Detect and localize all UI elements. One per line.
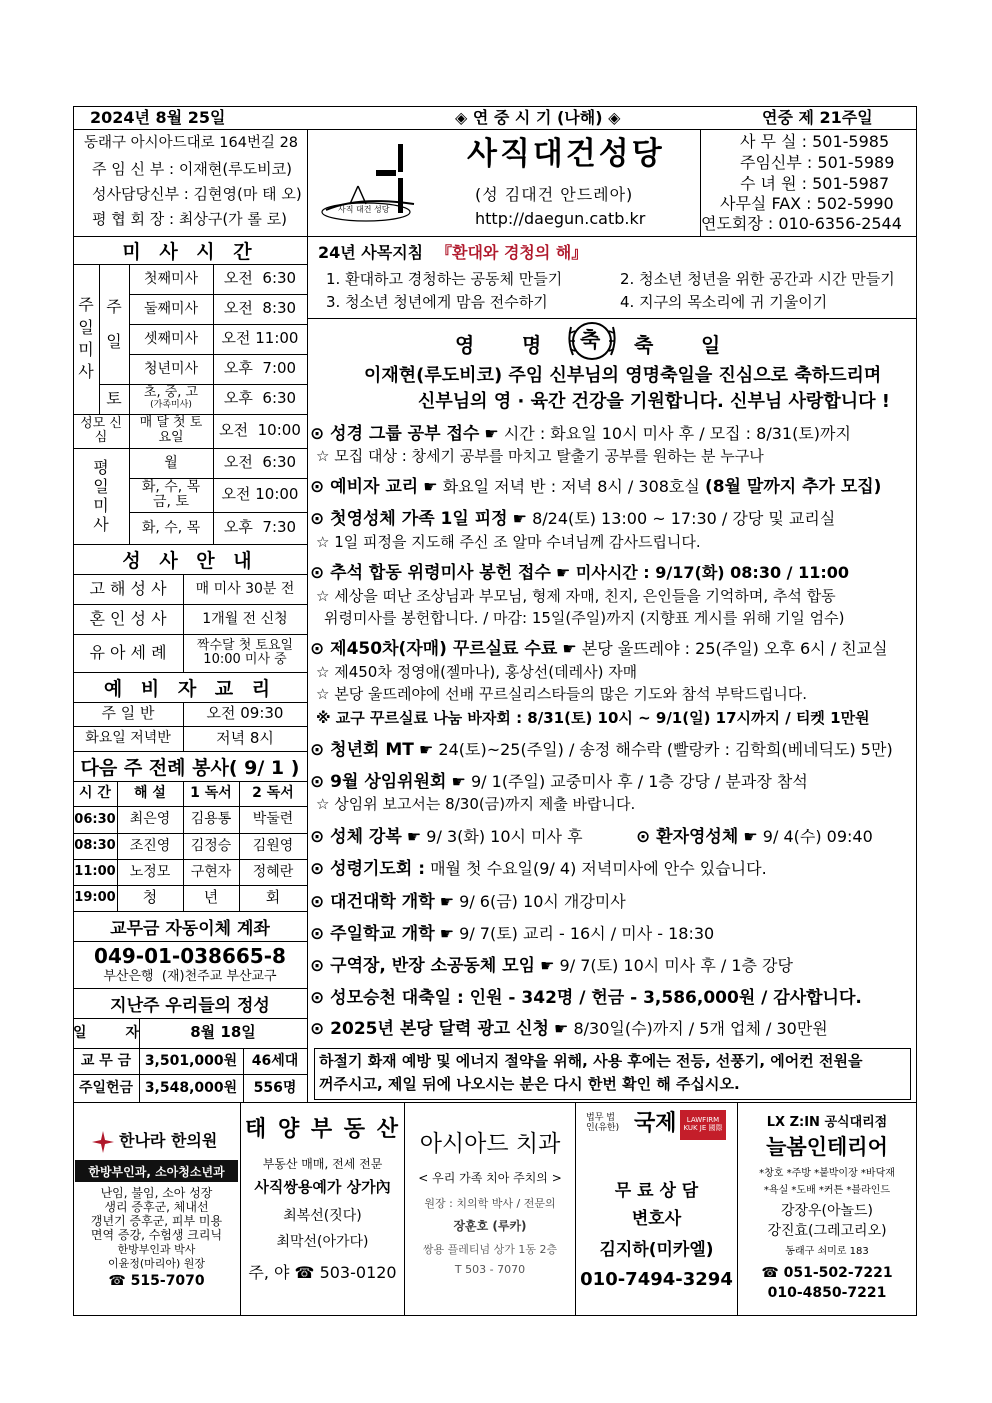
mass-time: 오전 8:30 bbox=[223, 299, 297, 318]
weekday-time: 오전 6:30 bbox=[223, 453, 297, 472]
notice-title: ⊙ 구역장, 반장 소공동체 모임 bbox=[310, 956, 536, 976]
offering-date-label: 일 자 bbox=[72, 1024, 140, 1041]
notice-title: ⊙ 추석 합동 위령미사 봉헌 접수 bbox=[310, 563, 551, 583]
ad1-band: 한방부인과, 소아청소년과 bbox=[75, 1160, 238, 1182]
ad3-owner: 장훈호 (루카) bbox=[453, 1219, 527, 1233]
ad1-phone: ☎ 515-7070 bbox=[108, 1273, 205, 1289]
sacrament-name: 고 해 성 사 bbox=[89, 578, 167, 598]
guideline-item: 3. 청소년 청년에게 맘음 전수하기 bbox=[326, 293, 548, 311]
ad-interior bbox=[738, 1092, 916, 1316]
notice-text: ☛ 화요일 저녁 반 : 저녁 8시 / 308호실 bbox=[423, 477, 700, 496]
flower-icon bbox=[91, 1130, 115, 1154]
sacrament-value: 매 미사 30분 전 bbox=[195, 580, 295, 597]
feast-char: 명 bbox=[522, 333, 542, 357]
ad-oriental-clinic bbox=[73, 1092, 240, 1316]
ad2-place: 사직쌍용예가 상가內 bbox=[254, 1178, 391, 1196]
ad1-line: 한방부인과 박사 bbox=[117, 1243, 196, 1256]
offering-name: 교 무 금 bbox=[80, 1052, 132, 1069]
ad2-person: 최복선(짓다) bbox=[283, 1208, 362, 1224]
guideline-title: 『환대와 경청의 해』 bbox=[436, 243, 588, 262]
ad5-top: LX Z:IN 공식대리점 bbox=[766, 1115, 888, 1130]
feast-line: 이재현(루도비코) 주임 신부님의 영명축일을 진심으로 축하드리며 bbox=[364, 365, 882, 386]
ad4-role: 변호사 bbox=[631, 1209, 682, 1229]
saturday-mass-name: 초, 중, 고 bbox=[143, 384, 199, 400]
weekday-time: 오전 10:00 bbox=[221, 485, 299, 504]
service-time: 06:30 bbox=[74, 811, 116, 827]
ad1-line: 갱년기 증후군, 피부 미용 bbox=[90, 1214, 223, 1228]
ad-real-estate bbox=[241, 1092, 404, 1316]
ad5-phone: 010-4850-7221 bbox=[767, 1285, 887, 1301]
ad5-address: 동래구 쇠미로 183 bbox=[785, 1246, 869, 1257]
offering-title: 지난주 우리들의 정성 bbox=[110, 995, 270, 1016]
notice-benediction bbox=[310, 828, 583, 847]
church-logo bbox=[318, 138, 423, 230]
mass-name: 셋째미사 bbox=[143, 330, 199, 347]
offering-count: 46세대 bbox=[251, 1052, 299, 1069]
liturgical-week: 연중 제 21주일 bbox=[762, 108, 873, 127]
liturgical-season: ◈ 연 중 시 기 (나해) ◈ bbox=[455, 108, 621, 127]
service-header: 2 독서 bbox=[252, 785, 294, 802]
notice-text: ☛ 9/ 4(수) 09:40 bbox=[743, 827, 873, 846]
catechumen-class: 화요일 저녁반 bbox=[85, 730, 171, 747]
bulletin-date: 2024년 8월 25일 bbox=[90, 108, 226, 127]
notice-sub: ☆ 1일 피정을 지도해 주신 조 알마 수녀님께 감사드립니다. bbox=[316, 533, 701, 551]
feast-char: 축 bbox=[634, 333, 654, 357]
service-reader2: 김원영 bbox=[252, 837, 294, 854]
notice-text: ☛ 본당 울뜨레야 : 25(주일) 오후 6시 / 친교실 bbox=[562, 639, 888, 658]
feast-line: 신부님의 영 · 육간 건강을 기원합니다. 신부님 사랑합니다 ! bbox=[418, 391, 890, 412]
church-name: 사직대건성당 bbox=[467, 136, 665, 172]
notice-title: ⊙ 첫영성체 가족 1일 피정 bbox=[310, 509, 508, 529]
mass-time: 오전 11:00 bbox=[221, 329, 299, 348]
notice-committee bbox=[310, 773, 808, 792]
service-header: 시 간 bbox=[79, 785, 111, 802]
sacrament-name: 유 아 세 례 bbox=[89, 642, 167, 662]
heart-devotion-label: 성모 신심 bbox=[80, 415, 122, 445]
pastor-name: 주 임 신 부 : 이재현(루도비코) bbox=[92, 160, 292, 178]
mass-time: 오전 6:30 bbox=[223, 269, 297, 288]
notice-text: ☛ 9/ 3(화) 10시 미사 후 bbox=[406, 827, 583, 846]
mass-name: 청년미사 bbox=[143, 360, 199, 377]
ad3-phone: T 503 - 7070 bbox=[454, 1263, 526, 1276]
service-reader2: 정혜란 bbox=[252, 863, 294, 880]
ad5-line: *창호 *주방 *붙박이장 *바닥재 bbox=[759, 1168, 895, 1179]
vice-pastor-name: 성사담당신부 : 김현영(마 태 오) bbox=[92, 185, 302, 203]
service-header: 해 설 bbox=[134, 785, 166, 802]
service-time: 11:00 bbox=[74, 864, 116, 880]
notice-title: ⊙ 9월 상임위원회 bbox=[310, 772, 447, 792]
offering-date: 8월 18일 bbox=[190, 1023, 256, 1042]
ad3-doc: 원장 : 치의학 박사 / 전문의 bbox=[424, 1197, 556, 1210]
service-youth: 회 bbox=[265, 888, 281, 907]
ad4-name: 국제 bbox=[634, 1111, 677, 1136]
ad3-name: 아시아드 치과 bbox=[419, 1131, 561, 1157]
divider bbox=[73, 129, 917, 130]
notice-title: ⊙ 환자영성체 bbox=[636, 827, 739, 847]
notice-text: ☛ 9/ 7(토) 10시 미사 후 / 1층 강당 bbox=[540, 956, 793, 975]
notice-sub: ☆ 세상을 떠난 조상님과 부모님, 형제 자매, 친지, 은인들을 기억하며, 추석 합동 bbox=[316, 587, 836, 605]
ad2-person: 최막선(아가다) bbox=[276, 1234, 369, 1250]
divider bbox=[307, 236, 308, 1048]
contact-pastor: 주임신부 : 501-5989 bbox=[740, 153, 895, 172]
notice-chuseok bbox=[310, 564, 849, 583]
ad-law-firm bbox=[576, 1092, 737, 1316]
notice-text: ☛ 8/30일(수)까지 / 5개 업체 / 30만원 bbox=[554, 1019, 828, 1038]
contact-office: 사 무 실 : 501-5985 bbox=[740, 132, 890, 151]
guideline-item: 2. 청소년 청년을 위한 공간과 시간 만들기 bbox=[620, 270, 895, 288]
heart-devotion-day: 매 달 첫 토요일 bbox=[139, 415, 203, 445]
service-commentator: 조진영 bbox=[129, 837, 171, 854]
notice-charismatic bbox=[310, 860, 767, 879]
ad3-address: 쌍용 플레티넘 상가 1동 2층 bbox=[422, 1243, 558, 1256]
sacrament-value: 1개월 전 신청 bbox=[202, 610, 288, 627]
mass-title: 미 사 시 간 bbox=[122, 240, 258, 263]
notice-text: ☛ 24(토)~25(주일) / 송정 해수락 (빨랑카 : 김학희(베네딕도) 5만) bbox=[418, 740, 893, 759]
catechumen-class: 주 일 반 bbox=[101, 704, 155, 723]
notice-title: ⊙ 청년회 MT bbox=[310, 740, 414, 760]
service-commentator: 노정모 bbox=[129, 863, 171, 880]
divider bbox=[307, 129, 308, 236]
ad3-slogan: < 우리 가족 치아 주치의 > bbox=[418, 1171, 562, 1185]
service-commentator: 최은영 bbox=[129, 811, 171, 828]
contact-memorial: 연도회장 : 010-6356-2544 bbox=[701, 214, 902, 233]
ad4-person: 김지하(미카엘) bbox=[599, 1240, 714, 1260]
notice-leaders-meeting bbox=[310, 957, 793, 976]
notice-text: ☛ 9/ 7(토) 교리 - 16시 / 미사 - 18:30 bbox=[439, 924, 715, 943]
feast-char: 축 bbox=[580, 328, 601, 352]
service-time: 19:00 bbox=[74, 890, 116, 906]
logo-text: 사직 대건 성당 bbox=[338, 205, 390, 214]
offering-count: 556명 bbox=[253, 1079, 297, 1096]
council-head-name: 평 협 회 장 : 최상구(가 롤 로) bbox=[92, 210, 288, 228]
contact-fax: 사무실 FAX : 502-5990 bbox=[720, 194, 894, 213]
saturday-label: 토 bbox=[106, 388, 122, 408]
guideline-box bbox=[308, 236, 917, 318]
ad2-phone: 주, 야 ☎ 503-0120 bbox=[248, 1263, 397, 1282]
sunday-label: 주일 bbox=[106, 296, 122, 351]
ad4-phone: 010-7494-3294 bbox=[580, 1269, 733, 1290]
account-bank: 부산은행 (재)천주교 부산교구 bbox=[103, 969, 277, 985]
ad5-phone: ☎ 051-502-7221 bbox=[761, 1265, 893, 1281]
parish-address: 동래구 아시아드대로 164번길 28 bbox=[84, 135, 299, 151]
notice-sub: ※ 교구 꾸르실료 나눔 바자회 : 8/31(토) 10시 ~ 9/1(일) 17시까지 / 티켓 1만원 bbox=[316, 709, 870, 727]
ad4-free: 무 료 상 담 bbox=[614, 1181, 699, 1201]
service-time: 08:30 bbox=[74, 838, 116, 854]
account-number: 049-01-038665-8 bbox=[94, 943, 286, 968]
notice-sub: ☆ 본당 울뜨레야에 선배 꾸르실리스타들의 많은 기도와 참석 부탁드립니다. bbox=[316, 685, 808, 703]
catechumen-title: 예 비 자 교 리 bbox=[103, 677, 277, 700]
notice-text: ☛ 미사시간 : 9/17(화) 08:30 / 11:00 bbox=[556, 563, 850, 582]
notice-title: ⊙ 성체 강복 bbox=[310, 827, 402, 847]
service-reader1: 구현자 bbox=[190, 863, 232, 880]
ad5-person: 강장우(아놀드) bbox=[780, 1203, 874, 1219]
feast-char: 영 bbox=[455, 333, 475, 357]
left-column bbox=[73, 236, 307, 1048]
notice-assumption: ⊙ 성모승천 대축일 : 인원 - 342명 / 헌금 - 3,586,000원 / 감사합니다. bbox=[310, 988, 862, 1008]
guideline-prefix: 24년 사목지침 bbox=[318, 243, 424, 262]
weekday-mass-label: 평일미사 bbox=[93, 457, 109, 535]
notice-title: ⊙ 2025년 본당 달력 광고 신청 bbox=[310, 1019, 549, 1039]
notice-sub: 위령미사를 봉헌합니다. / 마감: 15일(주일)까지 (지향표 게시를 위해 기일 엄수) bbox=[324, 609, 845, 627]
church-url[interactable]: http://daegun.catb.kr bbox=[475, 209, 646, 228]
offering-amount: 3,548,000원 bbox=[144, 1079, 238, 1096]
notice-sub: ☆ 상임위 보고서는 8/30(금)까지 제출 바랍니다. bbox=[316, 795, 636, 813]
mass-name: 첫째미사 bbox=[143, 270, 199, 287]
saturday-mass-time: 오후 6:30 bbox=[223, 389, 297, 408]
ad1-line: 이윤정(마리아) 원장 bbox=[107, 1257, 206, 1270]
offering-amount: 3,501,000원 bbox=[144, 1052, 238, 1069]
notice-sub: ☆ 제450차 정영애(젤마나), 홍상선(데레사) 자매 bbox=[316, 663, 638, 681]
service-youth: 청 bbox=[142, 888, 158, 907]
heart-devotion-time: 오전 10:00 bbox=[219, 421, 301, 440]
ad1-line: 생리 증후군, 체내선 bbox=[104, 1200, 209, 1214]
notice-sunday-school bbox=[310, 925, 714, 944]
mass-time: 오후 7:00 bbox=[223, 359, 297, 378]
guideline-item: 4. 지구의 목소리에 귀 기울이기 bbox=[620, 293, 828, 311]
notice-sick-communion bbox=[636, 828, 873, 847]
energy-notice-line: 하절기 화재 예방 및 에너지 절약을 위해, 사용 후에는 전등, 선풍기, 에어컨 전원을 bbox=[319, 1052, 863, 1070]
notice-sub: ☆ 모집 대상 : 창세기 공부를 마치고 탈출기 공부를 원하는 분 누구나 bbox=[316, 447, 764, 465]
notice-calendar-ad bbox=[310, 1020, 828, 1039]
catechumen-time: 저녁 8시 bbox=[216, 728, 274, 747]
notice-text: ☛ 8/24(토) 13:00 ~ 17:30 / 강당 및 교리실 bbox=[512, 509, 836, 528]
sacrament-name: 혼 인 성 사 bbox=[89, 608, 167, 628]
notice-title: ⊙ 대건대학 개학 bbox=[310, 892, 435, 912]
feast-char: 일 bbox=[701, 333, 721, 357]
ad4-label: 법무 법인(유한) bbox=[586, 1113, 620, 1133]
ad1-line: 난임, 불임, 소아 성장 bbox=[100, 1186, 213, 1200]
ad5-person: 강진효(그레고리오) bbox=[767, 1223, 887, 1239]
ad5-name: 늘봄인테리어 bbox=[766, 1135, 888, 1159]
ad2-name: 태 양 부 동 산 bbox=[245, 1117, 400, 1142]
sunday-mass-label: 주일미사 bbox=[78, 295, 94, 382]
notice-title: ⊙ 성령기도회 : bbox=[310, 859, 425, 879]
notice-catechumen bbox=[310, 478, 881, 497]
notice-title: ⊙ 예비자 교리 bbox=[310, 477, 419, 497]
notice-youth-mt bbox=[310, 741, 893, 760]
celebration-emblem bbox=[566, 319, 618, 363]
weekday-time: 오후 7:30 bbox=[223, 518, 297, 537]
service-reader1: 김용통 bbox=[190, 811, 232, 828]
notice-text: ☛ 시간 : 화요일 10시 미사 후 / 모집 : 8/31(토)까지 bbox=[484, 424, 851, 443]
notice-text: ☛ 9/ 1(주일) 교중미사 후 / 1층 강당 / 분과장 참석 bbox=[451, 772, 808, 791]
sacrament-title: 성 사 안 내 bbox=[122, 549, 258, 572]
service-title: 다음 주 전례 봉사( 9/ 1 ) bbox=[80, 756, 300, 779]
church-patron: (성 김대건 안드레아) bbox=[475, 185, 634, 204]
ad1-line: 면역 증강, 수험생 크리닉 bbox=[90, 1228, 223, 1242]
contact-convent: 수 녀 원 : 501-5987 bbox=[740, 174, 890, 193]
service-header: 1 독서 bbox=[190, 785, 232, 802]
notice-first-communion bbox=[310, 510, 835, 529]
notice-daegun-college bbox=[310, 893, 626, 912]
notice-bible-study bbox=[310, 425, 851, 444]
ad5-line: *욕실 *도배 *커튼 *블라인드 bbox=[763, 1185, 891, 1196]
mass-name: 둘째미사 bbox=[143, 300, 199, 317]
service-reader2: 박둘련 bbox=[252, 811, 294, 828]
ad-dental bbox=[405, 1092, 575, 1316]
notice-text: 매월 첫 수요일(9/ 4) 저녁미사에 안수 있습니다. bbox=[430, 859, 767, 878]
saturday-mass-sub: (가족미사) bbox=[150, 400, 192, 411]
notice-emphasis: (8월 말까지 추가 모집) bbox=[704, 477, 882, 497]
catechumen-time: 오전 09:30 bbox=[206, 704, 284, 723]
notice-title: ⊙ 제450차(자매) 꾸르실료 수료 bbox=[310, 639, 558, 659]
weekday-name: 월 bbox=[164, 454, 178, 471]
weekday-name: 화, 수, 목 bbox=[141, 519, 201, 536]
sacrament-value: 짝수달 첫 토요일 10:00 미사 중 bbox=[196, 638, 294, 667]
ad2-sub: 부동산 매매, 전세 전문 bbox=[262, 1157, 383, 1171]
notice-cursillo bbox=[310, 640, 888, 659]
offering-name: 주일헌금 bbox=[78, 1079, 134, 1096]
notice-title: ⊙ 성경 그룹 공부 접수 bbox=[310, 424, 480, 444]
guideline-item: 1. 환대하고 경청하는 공동체 만들기 bbox=[326, 270, 563, 288]
ad1-name: 한나라 한의원 bbox=[119, 1131, 218, 1150]
notice-text: ☛ 9/ 6(금) 10시 개강미사 bbox=[439, 892, 626, 911]
energy-notice-line: 꺼주시고, 제일 뒤에 나오시는 분은 다시 한번 확인 해 주십시오. bbox=[319, 1075, 740, 1093]
ad4-badge: LAWFIRM KUK JE 國際 bbox=[680, 1110, 726, 1140]
account-title: 교무금 자동이체 계좌 bbox=[110, 918, 270, 939]
service-reader1: 김정승 bbox=[190, 837, 232, 854]
notice-title: ⊙ 주일학교 개학 bbox=[310, 924, 435, 944]
service-youth: 년 bbox=[203, 888, 219, 907]
weekday-name: 화, 수, 목 금, 토 bbox=[141, 478, 201, 510]
